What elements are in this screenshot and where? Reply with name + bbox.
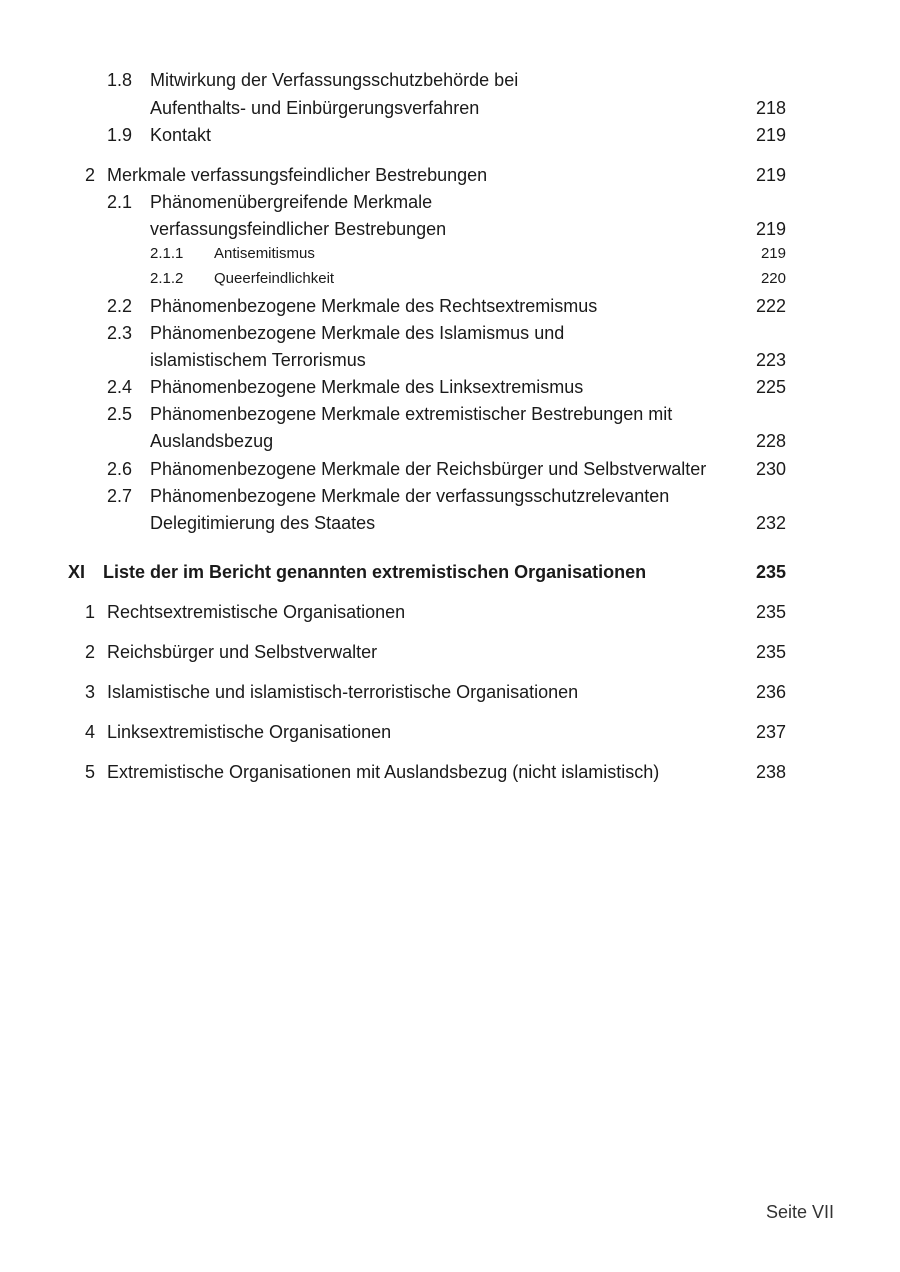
toc-title: Phänomenbezogene Merkmale der Reichsbürger und Selbstverwalter <box>150 459 707 479</box>
toc-page-number: 232 <box>755 513 786 533</box>
toc-page-number: 219 <box>755 165 786 185</box>
toc-number: 4 <box>85 722 96 742</box>
toc-entry-2-1-2[interactable] <box>0 265 900 293</box>
toc-title: Phänomenbezogene Merkmale der verfassungsschutzrelevanten <box>150 486 670 506</box>
toc-number: 2 <box>85 165 96 185</box>
toc-title: Phänomenübergreifende Merkmale <box>150 192 433 212</box>
toc-entry-2-2[interactable] <box>0 292 900 320</box>
toc-number: 2.6 <box>107 459 133 479</box>
toc-page-number: 237 <box>755 722 786 742</box>
toc-number: 1 <box>85 602 96 622</box>
toc-page-number: 219 <box>755 125 786 145</box>
toc-title: Delegitimierung des Staates <box>150 513 376 533</box>
toc-number: 1.9 <box>107 125 133 145</box>
toc-number: 1.8 <box>107 70 133 90</box>
toc-entry-xi-1[interactable] <box>0 598 900 626</box>
toc-entry-2-1-cont[interactable] <box>0 215 900 243</box>
toc-page-number: 222 <box>755 296 786 316</box>
toc-title: Antisemitismus <box>214 245 315 262</box>
toc-entry-xi-2[interactable] <box>0 638 900 666</box>
toc-entry-2-1[interactable] <box>0 188 900 216</box>
toc-entry-2-4[interactable] <box>0 373 900 401</box>
toc-number: 5 <box>85 762 96 782</box>
toc-title: Merkmale verfassungsfeindlicher Bestrebungen <box>107 165 488 185</box>
toc-number: 2.3 <box>107 323 133 343</box>
toc-entry-2[interactable] <box>0 161 900 189</box>
toc-page-number: 225 <box>755 377 786 397</box>
toc-title: islamistischem Terrorismus <box>150 350 366 370</box>
toc-number: 2.5 <box>107 404 133 424</box>
toc-entry-1-9[interactable] <box>0 121 900 149</box>
toc-title: Linksextremistische Organisationen <box>107 722 392 742</box>
toc-title: Auslandsbezug <box>150 431 274 451</box>
toc-title: Islamistische und islamistisch-terroristische Organisationen <box>107 682 579 702</box>
toc-entry-2-3[interactable] <box>0 319 900 347</box>
toc-number: 2.1.1 <box>150 245 184 262</box>
toc-entry-2-3-cont[interactable] <box>0 346 900 374</box>
toc-title: Kontakt <box>150 125 212 145</box>
toc-title: verfassungsfeindlicher Bestrebungen <box>150 219 447 239</box>
toc-title: Rechtsextremistische Organisationen <box>107 602 406 622</box>
toc-entry-2-7-cont[interactable] <box>0 509 900 537</box>
toc-entry-2-6[interactable] <box>0 455 900 483</box>
toc-number: XI <box>68 562 86 582</box>
toc-title: Mitwirkung der Verfassungsschutzbehörde bei <box>150 70 519 90</box>
toc-title: Phänomenbezogene Merkmale des Islamismus und <box>150 323 565 343</box>
toc-number: 2.4 <box>107 377 133 397</box>
toc-number: 2.7 <box>107 486 133 506</box>
toc-entry-xi-4[interactable] <box>0 718 900 746</box>
toc-entry-2-5[interactable] <box>0 400 900 428</box>
toc-number: 2.1 <box>107 192 133 212</box>
toc-chapter-xi[interactable] <box>0 558 900 586</box>
toc-entry-xi-3[interactable] <box>0 678 900 706</box>
toc-title: Aufenthalts- und Einbürgerungsverfahren <box>150 98 480 118</box>
toc-title: Extremistische Organisationen mit Auslandsbezug (nicht islamistisch) <box>107 762 660 782</box>
toc-page-number: 218 <box>755 98 786 118</box>
toc-entry-1-8-cont[interactable] <box>0 94 900 122</box>
toc-entry-1-8[interactable] <box>0 66 900 94</box>
toc-page-number: 235 <box>755 642 786 662</box>
toc-number: 3 <box>85 682 96 702</box>
toc-page-number: 235 <box>755 562 786 582</box>
toc-page-number: 238 <box>755 762 786 782</box>
toc-number: 2.2 <box>107 296 133 316</box>
toc-title: Liste der im Bericht genannten extremistischen Organisationen <box>103 562 647 582</box>
toc-entry-2-7[interactable] <box>0 482 900 510</box>
toc-page-number: 219 <box>760 245 786 262</box>
page-footer-label: Seite VII <box>765 1202 834 1222</box>
toc-page-number: 230 <box>755 459 786 479</box>
toc-entry-xi-5[interactable] <box>0 758 900 786</box>
toc-page-number: 219 <box>755 219 786 239</box>
toc-title: Phänomenbezogene Merkmale des Linksextremismus <box>150 377 584 397</box>
toc-entry-2-1-1[interactable] <box>0 240 900 268</box>
toc-title: Phänomenbezogene Merkmale extremistischer Bestrebungen mit <box>150 404 673 424</box>
toc-page-number: 220 <box>760 270 786 287</box>
toc-entry-2-5-cont[interactable] <box>0 427 900 455</box>
toc-title: Reichsbürger und Selbstverwalter <box>107 642 378 662</box>
toc-page-number: 223 <box>755 350 786 370</box>
toc-number: 2.1.2 <box>150 270 184 287</box>
toc-number: 2 <box>85 642 96 662</box>
toc-page-number: 228 <box>755 431 786 451</box>
toc-page-number: 236 <box>755 682 786 702</box>
toc-title: Queerfeindlichkeit <box>214 270 335 287</box>
toc-page-number: 235 <box>755 602 786 622</box>
toc-title: Phänomenbezogene Merkmale des Rechtsextremismus <box>150 296 598 316</box>
